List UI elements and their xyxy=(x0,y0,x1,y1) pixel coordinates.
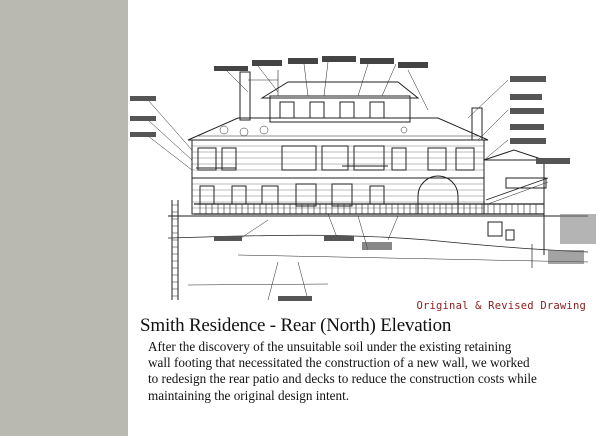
right-deck xyxy=(472,108,548,268)
project-description xyxy=(148,339,588,404)
description-line: wall footing that necessitated the construction of a new wall, we worked xyxy=(148,355,530,371)
patio-railing xyxy=(194,204,544,214)
description-line: to redesign the rear patio and decks to reduce the construction costs while xyxy=(148,371,537,387)
elevation-drawing xyxy=(128,0,600,318)
house-body xyxy=(188,70,488,214)
page-title: Smith Residence - Rear (North) Elevation xyxy=(140,315,452,336)
site-grade-lines xyxy=(168,216,588,285)
drawing-caption: Original & Revised Drawing xyxy=(416,300,586,312)
description-line: After the discovery of the unsuitable soil under the existing retaining xyxy=(148,339,512,354)
sidebar-panel xyxy=(0,0,128,436)
description-line: maintaining the original design intent. xyxy=(148,387,350,403)
left-stair xyxy=(172,200,178,300)
